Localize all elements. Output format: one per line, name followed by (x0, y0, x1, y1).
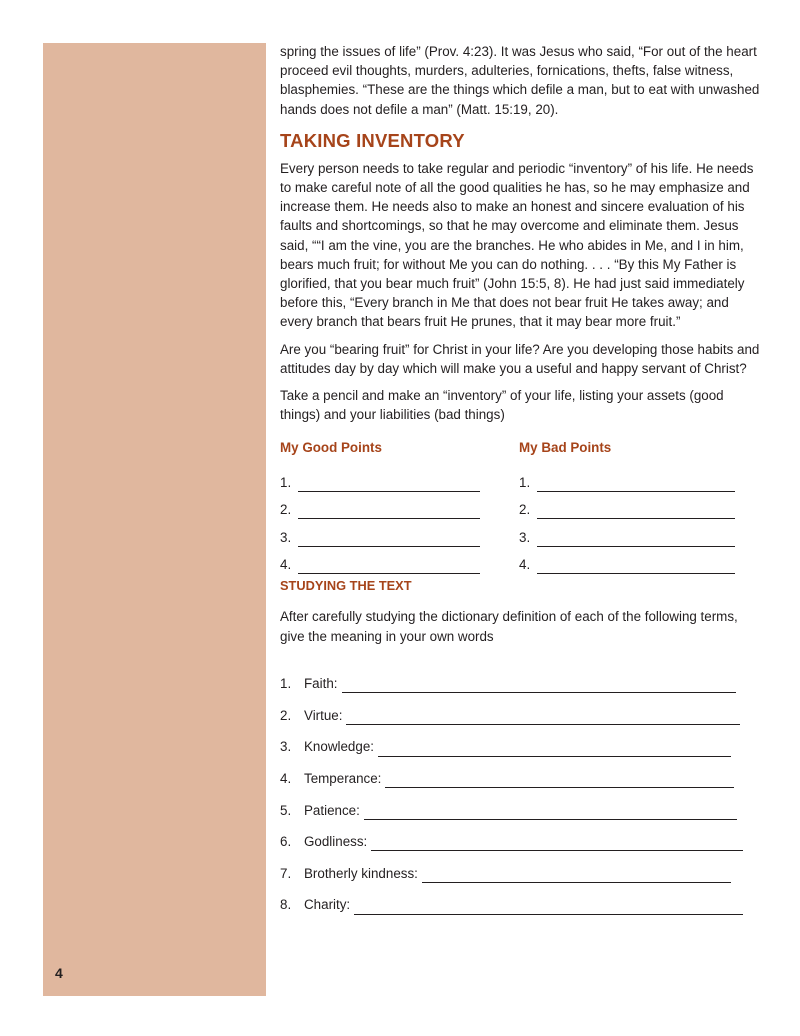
term-answer-blank[interactable] (346, 710, 740, 725)
good-point-row (280, 547, 480, 575)
term-number: 2. (280, 707, 292, 723)
term-label: Godliness: (304, 834, 368, 850)
bad-point-row (519, 519, 735, 547)
term-label: Patience: (304, 802, 360, 818)
term-answer-blank[interactable] (422, 868, 731, 883)
term-label: Charity: (304, 897, 351, 913)
section-heading-taking-inventory: TAKING INVENTORY (280, 129, 465, 151)
bad-point-row (519, 547, 735, 575)
fill-in-blank[interactable] (537, 559, 735, 574)
section-heading-studying-the-text: STUDYING THE TEXT (280, 578, 412, 594)
bad-points-title: My Bad Points (519, 440, 612, 456)
blank-number: 4. (519, 557, 531, 573)
term-answer-blank[interactable] (364, 805, 737, 820)
term-row (280, 693, 760, 725)
term-row (280, 725, 760, 757)
term-answer-blank[interactable] (385, 773, 734, 788)
good-point-row (280, 519, 480, 547)
inventory-lists (280, 438, 760, 573)
blank-number: 3. (280, 529, 292, 545)
sidebar-panel (43, 43, 266, 996)
fill-in-blank[interactable] (298, 532, 480, 547)
term-row (280, 788, 760, 820)
fill-in-blank[interactable] (537, 477, 735, 492)
bad-point-row (519, 464, 735, 492)
term-answer-blank[interactable] (342, 678, 736, 693)
term-label: Faith: (304, 676, 338, 692)
fill-in-blank[interactable] (298, 559, 480, 574)
good-points-column (280, 438, 480, 574)
fill-in-blank[interactable] (298, 504, 480, 519)
body-paragraph: Are you “bearing fruit” for Christ in your life? Are you developing those habits and attitudes day by day which will make you a useful and happy servant of Christ? (280, 341, 760, 376)
term-label: Knowledge: (304, 739, 374, 755)
fill-in-blank[interactable] (537, 532, 735, 547)
term-label: Temperance: (304, 771, 382, 787)
blank-number: 1. (280, 474, 292, 490)
body-paragraph: Every person needs to take regular and periodic “inventory” of his life. He needs to make careful note of all the good qualities he has, so he may emphasize and increase them. He needs also to make an honest and sincere evaluation of his faults and shortcomings, so that he may overcome and eliminate them. Jesus said, ““I am the vine, you are the branches. He who abides in Me, and I in him, bears much fruit; for without Me you can do nothing. . . . “By this My Father is glorified, that you bear much fruit” (John 15:5, 8). He had just said immediately before this, “Every branch in Me that does not bear fruit He takes away; and every branch that bears fruit He prunes, that it may bear more fruit.” (280, 160, 754, 330)
intro-paragraph: spring the issues of life” (Prov. 4:23). It was Jesus who said, “For out of the heart proceed evil thoughts, murders, adulteries, fornications, thefts, false witness, blasphemies. “These are the things which defile a man, but to eat with unwashed hands does not defile a man” (Matt. 15:19, 20). (280, 44, 760, 117)
term-answer-blank[interactable] (354, 900, 743, 915)
term-answer-blank[interactable] (371, 836, 743, 851)
term-number: 4. (280, 771, 292, 787)
term-number: 3. (280, 739, 292, 755)
term-number: 6. (280, 834, 292, 850)
body-paragraph: Take a pencil and make an “inventory” of your life, listing your assets (good things) and your liabilities (bad things) (280, 388, 724, 423)
blank-number: 3. (519, 529, 531, 545)
bad-points-column (519, 438, 735, 574)
term-row (280, 851, 760, 883)
terms-list (280, 662, 760, 915)
term-number: 5. (280, 802, 292, 818)
fill-in-blank[interactable] (537, 504, 735, 519)
term-row (280, 757, 760, 789)
term-row (280, 883, 760, 915)
blank-number: 2. (519, 502, 531, 518)
page-number: 4 (55, 965, 63, 981)
term-number: 8. (280, 897, 292, 913)
term-row (280, 662, 760, 694)
term-row (280, 820, 760, 852)
good-point-row (280, 492, 480, 520)
main-content (280, 42, 760, 915)
blank-number: 2. (280, 502, 292, 518)
term-number: 7. (280, 865, 292, 881)
good-points-title: My Good Points (280, 440, 382, 456)
term-label: Brotherly kindness: (304, 865, 418, 881)
instructions-paragraph: After carefully studying the dictionary definition of each of the following terms, give the meaning in your own words (280, 609, 738, 644)
term-label: Virtue: (304, 707, 343, 723)
good-point-row (280, 464, 480, 492)
blank-number: 4. (280, 557, 292, 573)
fill-in-blank[interactable] (298, 477, 480, 492)
term-number: 1. (280, 676, 292, 692)
blank-number: 1. (519, 474, 531, 490)
term-answer-blank[interactable] (378, 742, 731, 757)
bad-point-row (519, 492, 735, 520)
